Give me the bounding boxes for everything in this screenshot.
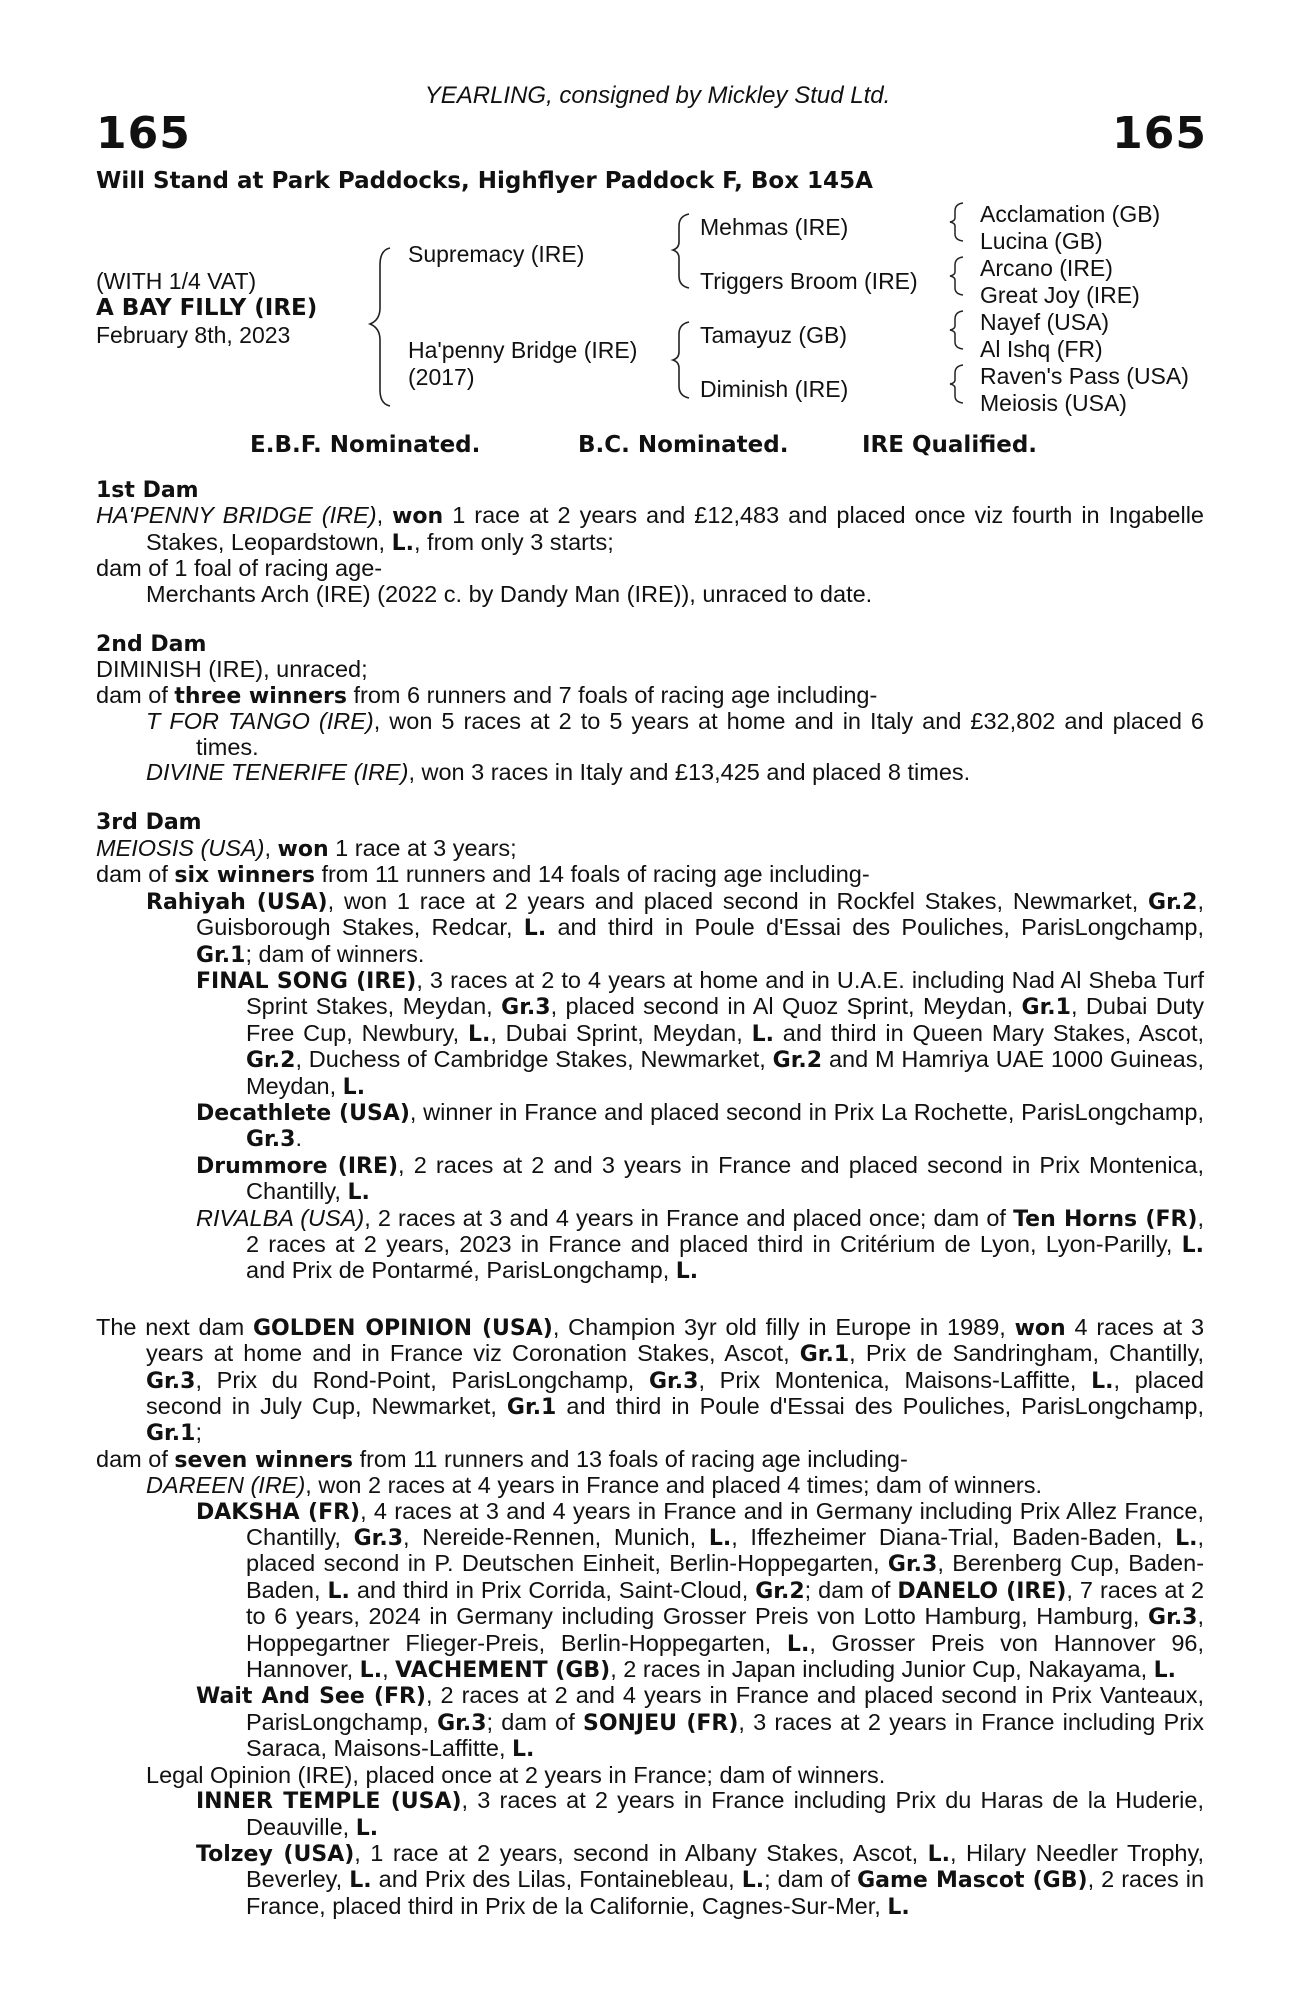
dam-name: HA'PENNY BRIDGE (IRE) [96,502,377,529]
race-text: and Prix des Lilas, Fontainebleau, [378,1866,735,1893]
pedigree-g6: Al Ishq (FR) [980,336,1103,362]
grade-mark: Gr.3 [501,995,551,1021]
first-dam-record: HA'PENNY BRIDGE (IRE), won 1 race at 2 years and £12,483 and placed once viz fourth in Ingabelle Stakes, Leopardstown, L., from only 3 starts; [96,502,1205,556]
grade-mark: Gr.3 [1148,1605,1198,1631]
horse-name: Tolzey (USA) [196,1841,355,1867]
pedigree-brace-dam [665,318,695,400]
pedigree-dam: Ha'penny Bridge (IRE) [408,337,638,363]
race-text: , placed second in July Cup, Newmarket, [146,1366,1204,1419]
third-dam-record: MEIOSIS (USA), won 1 race at 3 years; [96,834,517,862]
race-text: , Iffezheimer Diana-Trial, Baden-Baden, [731,1524,1163,1551]
race-text: and third in Prix Corrida, Saint-Cloud, [356,1576,749,1603]
pedigree-g3: Arcano (IRE) [980,255,1113,281]
race-text: , Berenberg Cup, Baden-Baden, [246,1550,1205,1603]
horse-name: Wait And See (FR) [196,1684,426,1710]
horse-name: Rahiyah (USA) [146,889,328,915]
listed-mark: L. [349,1868,372,1894]
pedigree-brace-g1 [945,200,969,244]
race-text: and Prix de Pontarmé, ParisLongchamp, [246,1257,670,1284]
next-dam-foals [96,1447,1204,1473]
horse-name: DANELO (IRE) [897,1578,1067,1604]
race-text: , Hoppegartner Flieger-Preis, Berlin-Hoppegarten, [246,1603,1205,1656]
pedigree-sire-dam: Triggers Broom (IRE) [700,268,918,294]
pedigree-brace-g3 [945,308,969,352]
pedigree-sire-sire: Mehmas (IRE) [700,214,849,240]
horse-name: Decathlete (USA) [196,1100,410,1126]
produce-item [96,1683,1204,1762]
horse-name: Drummore (IRE) [196,1153,399,1179]
listed-mark: L. [1175,1526,1198,1552]
horse-name: T FOR TANGO (IRE) [146,708,374,735]
text: dam of [96,1445,168,1472]
listed-mark: L. [467,1021,491,1047]
listed-mark: L. [355,1815,379,1841]
pedigree-g5: Nayef (USA) [980,309,1110,335]
text: from 11 runners and 14 foals of racing age including- [321,861,870,888]
race-text: , Hilary Needler Trophy, Beverley, [246,1839,1205,1893]
consignment-line: YEARLING, consigned by Mickley Stud Ltd. [424,82,891,109]
first-dam-foals: dam of 1 foal of racing age- [96,555,383,582]
listed-mark: L. [523,916,547,942]
race-text: , Duchess of Cambridge Stakes, Newmarket, [295,1046,766,1073]
horse-name: Game Mascot (GB) [857,1868,1088,1894]
race-text: ; dam of [804,1576,891,1603]
race-text: , won 2 races at 4 years in France and placed 4 times; dam of winners. [305,1472,1042,1499]
produce-item [96,889,1204,968]
grade-mark: Gr.3 [437,1710,487,1736]
race-text: , 3 races at 2 to 4 years at home and in U.A.E. including Nad Al Sheba Turf Sprint Stakes, Meydan, [246,966,1204,1020]
race-text: , Grosser Preis von Hannover 96, Hannover, [246,1629,1204,1683]
race-text: , 2 races at 3 and 4 years in France and placed once; dam of [364,1204,1006,1231]
race-text: , [382,1656,389,1683]
race-text: , Dubai Duty Free Cup, Newbury, [246,993,1205,1046]
horse-name: Ten Horns (FR) [1013,1206,1198,1232]
won-label: won [1014,1315,1066,1341]
won-label: won [277,836,329,862]
race-text: ; dam of winners. [245,940,425,967]
pedigree-g4: Great Joy (IRE) [980,282,1140,308]
race-text: , Nereide-Rennen, Munich, [403,1524,697,1551]
listed-mark: L. [512,1737,535,1763]
produce-item [96,1499,1204,1684]
pedigree-brace-g4 [945,362,969,406]
pedigree-brace-g2 [945,254,969,298]
horse-name: RIVALBA (USA) [196,1204,365,1231]
grade-mark: Gr.1 [1021,995,1071,1021]
race-text: and third in Poule d'Essai des Pouliches, ParisLongchamp, [566,1393,1204,1419]
grade-mark: Gr.2 [1148,889,1198,915]
text: dam of [96,861,168,888]
race-text: , 7 races at 2 to 6 years, 2024 in Germany including Grosser Preis von Lotto Hamburg, Hamburg, [246,1576,1205,1630]
race-text: 4 races at 3 years at home and in France viz Coronation Stakes, Ascot, [146,1313,1205,1367]
lot-number-left: 165 [96,108,191,159]
grade-mark: Gr.1 [506,1395,557,1420]
race-text: , 3 races at 2 years in France including Prix du Haras de la Huderie, Deauville, [246,1787,1204,1840]
listed-mark: L. [1091,1368,1114,1394]
race-text: , won 1 race at 2 years and placed second in Rockfel Stakes, Newmarket, [327,887,1139,914]
produce-item [96,1788,1204,1841]
text: from 11 runners and 13 foals of racing age including- [359,1445,908,1472]
grade-mark: Gr.2 [755,1578,805,1604]
standing-location: Will Stand at Park Paddocks, Highflyer Paddock F, Box 145A [96,168,873,194]
bc-nominated: B.C. Nominated. [578,432,789,458]
grade-mark: Gr.1 [146,1421,196,1447]
race-text: , 2 races at 2 years, 2023 in France and placed third in Critérium de Lyon, Lyon-Parilly, [246,1204,1204,1257]
race-text: , winner in France and placed second in Prix La Rochette, ParisLongchamp, [409,1098,1204,1125]
produce-item [96,1100,1204,1153]
listed-mark: L. [347,1180,370,1206]
race-text: . [295,1125,302,1152]
race-text: , Champion 3yr old filly in Europe in 1989, [552,1313,1006,1340]
listed-mark: L. [927,1841,951,1867]
winners-count: three winners [174,683,347,709]
pedigree-brace-main [360,240,400,410]
race-text: , placed second in Al Quoz Sprint, Meydan, [550,993,1014,1020]
listed-mark: L. [751,1021,774,1047]
race-text: , Prix Montenica, Maisons-Laffitte, [698,1366,1077,1393]
race-text: and M Hamriya UAE 1000 Guineas, Meydan, [246,1046,1205,1099]
listed-mark: L. [786,1631,810,1657]
race-text: , won 3 races in Italy and £13,425 and placed 8 times. [408,759,971,786]
horse-name: INNER TEMPLE (USA) [196,1789,462,1815]
race-text: , placed second in P. Deutschen Einheit, Berlin-Hoppegarten, [246,1524,1204,1577]
race-text: , 2 races at 2 and 4 years in France and placed second in Prix Vanteaux, ParisLongchamp, [246,1682,1204,1735]
horse-name: GOLDEN OPINION (USA) [252,1315,553,1341]
second-dam-record: DIMINISH (IRE), unraced; [96,656,368,683]
grade-mark: Gr.2 [246,1048,296,1074]
race-text: , 4 races at 3 and 4 years in France and in Germany including Prix Allez France, Chantilly, [246,1497,1205,1551]
horse-name: VACHEMENT (GB) [395,1658,611,1684]
produce-item [96,709,1204,760]
horse-name: DAKSHA (FR) [196,1499,361,1525]
listed-mark: L. [359,1658,383,1684]
pedigree-brace-sire [665,210,695,290]
text: from 6 runners and 7 foals of racing age including- [353,681,878,708]
winners-count: six winners [174,863,315,889]
listed-mark: L. [887,1894,910,1920]
grade-mark: Gr.2 [772,1048,823,1074]
grade-mark: Gr.3 [887,1552,938,1578]
pedigree-dam-sire: Tamayuz (GB) [700,322,847,348]
second-dam-foals [96,683,1204,709]
race-text: , 1 race at 2 years, second in Albany Stakes, Ascot, [354,1839,919,1866]
grade-mark: Gr.3 [649,1368,699,1394]
foaling-date: February 8th, 2023 [96,322,291,348]
grade-mark: Gr.3 [246,1127,296,1153]
race-text: , 2 races at 2 and 3 years in France and placed second in Prix Montenica, Chantilly, [246,1151,1204,1205]
lot-number-right: 165 [1112,108,1207,159]
race-text: , 2 races in Japan including Junior Cup, Nakayama, [610,1656,1148,1683]
listed-mark: L. [1153,1658,1177,1684]
produce-item: Legal Opinion (IRE), placed once at 2 years in France; dam of winners. [146,1761,886,1788]
lot-horse-name: A BAY FILLY (IRE) [96,295,318,321]
second-dam-heading: 2nd Dam [96,632,207,658]
listed-mark: L. [342,1074,366,1100]
winners-count: seven winners [174,1447,354,1473]
produce-item [96,1206,1204,1285]
race-text: ; dam of [486,1708,575,1735]
grade-mark: Gr.3 [146,1368,196,1394]
produce-item [96,1473,1204,1498]
listed-mark: L. [708,1526,732,1552]
produce-item [96,1153,1204,1206]
race-text: , Prix du Rond-Point, ParisLongchamp, [195,1366,635,1393]
third-dam-heading: 3rd Dam [96,810,202,836]
ire-qualified: IRE Qualified. [862,432,1038,458]
pedigree-g2: Lucina (GB) [980,228,1103,254]
first-dam-heading: 1st Dam [96,478,199,503]
vat-note: (WITH 1/4 VAT) [96,268,257,294]
listed-mark: L. [327,1578,350,1604]
won-label: won [392,504,444,530]
grade-mark: Gr.1 [799,1342,850,1368]
race-text: and third in Poule d'Essai des Pouliches, ParisLongchamp, [557,914,1205,941]
horse-name: DIVINE TENERIFE (IRE) [146,759,409,786]
listed-mark: L. [675,1259,699,1285]
ebf-nominated: E.B.F. Nominated. [250,432,481,458]
race-text: , won 5 races at 2 to 5 years at home and in Italy and £32,802 and placed 6 times. [196,708,1205,760]
produce-item [96,760,1204,785]
race-text: , Dubai Sprint, Meydan, [490,1019,743,1046]
listed-mark: L. [741,1868,765,1894]
race-text: , Guisborough Stakes, Redcar, [196,887,1205,941]
race-text: ; dam of [764,1866,851,1893]
race-text: 1 race at 3 years; [335,834,517,861]
grade-mark: Gr.1 [196,942,246,968]
pedigree-sire: Supremacy (IRE) [408,241,585,267]
pedigree-dam-year: (2017) [408,364,475,390]
listed-mark: L. [391,530,414,556]
grade-mark: Gr.3 [353,1526,404,1552]
third-dam-foals [96,862,1204,888]
produce-item [96,1841,1204,1920]
race-text: , from only 3 starts; [413,528,614,555]
race-text: and third in Queen Mary Stakes, Ascot, [782,1019,1205,1046]
horse-name: FINAL SONG (IRE) [196,968,417,994]
listed-mark: L. [1181,1232,1204,1258]
next-dam-record [96,1315,1204,1447]
catalogue-body [96,478,1204,1920]
race-text: 1 race at 2 years and £12,483 and placed once viz fourth in Ingabelle Stakes, Leopardstown, [146,502,1205,555]
pedigree-g8: Meiosis (USA) [980,390,1127,416]
horse-name: DAREEN (IRE) [146,1472,306,1499]
dam-name: MEIOSIS (USA) [96,834,265,861]
pedigree-g1: Acclamation (GB) [980,201,1161,227]
race-text: , 3 races at 2 years in France including Prix Saraca, Maisons-Laffitte, [246,1708,1205,1762]
race-text: , 2 races in France, placed third in Prix de la Californie, Cagnes-Sur-Mer, [246,1866,1205,1919]
horse-name: SONJEU (FR) [582,1710,739,1736]
race-text: ; [195,1419,202,1446]
race-text: , Prix de Sandringham, Chantilly, [849,1340,1204,1367]
text: dam of [96,681,168,708]
pedigree-g7: Raven's Pass (USA) [980,363,1189,389]
pedigree-dam-dam: Diminish (IRE) [700,376,849,402]
produce-item: Merchants Arch (IRE) (2022 c. by Dandy Man (IRE)), unraced to date. [146,580,873,607]
produce-item [96,968,1204,1100]
text: The next dam [96,1313,245,1340]
